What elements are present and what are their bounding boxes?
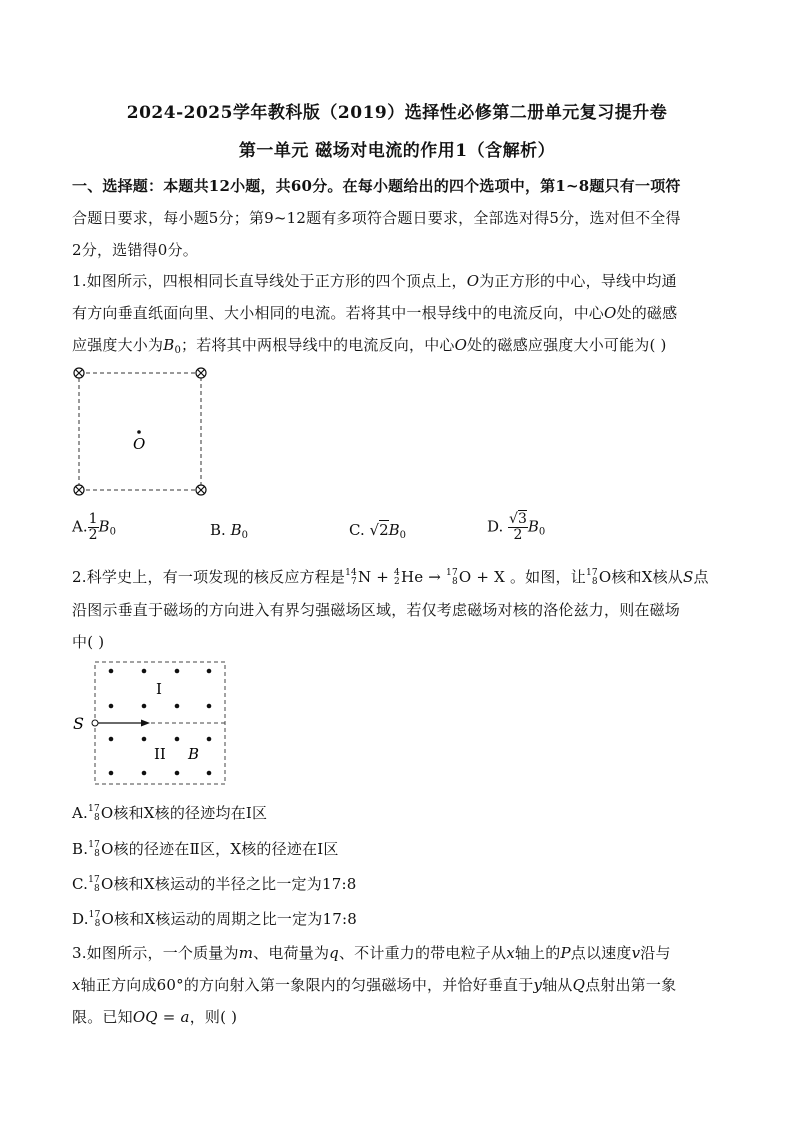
field-b-label: B	[188, 745, 200, 763]
q3-line2: x轴正方向成60°的方向射入第一象限内的匀强磁场中，并恰好垂直于y轴从Q点射出第一象	[72, 976, 677, 994]
q1-option-c[interactable]: C. $√2B_0$	[349, 521, 407, 541]
q1-line2: 有方向垂直纸面向里、大小相同的电流。若将其中一根导线中的电流反向，中心O处的磁感	[72, 304, 678, 322]
q1-line1: 1.如图所示，四根相同长直导线处于正方形的四个顶点上，O为正方形的中心，导线中均通	[72, 272, 677, 290]
q1-option-b[interactable]: B. $B_0$	[210, 521, 248, 541]
wire-bottom-left-icon	[74, 485, 84, 495]
entry-point-s	[92, 720, 98, 726]
q2-line3: 中( )	[72, 633, 105, 651]
q1-option-d[interactable]: D. $\frac{√3}{2}$ $B_0$	[487, 511, 546, 543]
q3-line1: 3.如图所示，一个质量为m、电荷量为q、不计重力的带电粒子从x轴上的P点以速度v沿与	[72, 944, 671, 962]
document-subtitle: 第一单元 磁场对电流的作用1（含解析）	[238, 141, 556, 161]
q2-line1: 2.科学史上，有一项发现的核反应方程是 14 7 N + 4 2 He → 17 8 O + X 。如图，让 17 8 O核和X核从S点	[72, 568, 709, 587]
q1-line3: 应强度大小为$B_0$；若将其中两根导线中的电流反向，中心O处的磁感应强度大小可能为( )	[72, 336, 667, 356]
q2-option-a[interactable]: A. 17 8 O核和X核的径迹均在Ⅰ区	[72, 804, 268, 823]
q2-option-b[interactable]: B. 17 8 O核的径迹在Ⅱ区，X核的径迹在Ⅰ区	[72, 840, 339, 859]
wire-bottom-right-icon	[196, 485, 206, 495]
fraction: $\frac{√3}{2}$	[509, 511, 527, 543]
q3-line3: 限。已知OQ = a，则( )	[72, 1008, 238, 1026]
q2-magnetic-field-figure	[68, 656, 233, 790]
region-ii-label: II	[154, 745, 166, 763]
point-s-label: S	[73, 714, 84, 733]
section-instructions-line2: 合题日要求，每小题5分；第9~12题有多项符合题日要求，全部选对得5分，选对但不全得	[72, 209, 681, 227]
q1-square-wires-figure	[66, 360, 216, 500]
q2-option-d[interactable]: D. 17 8 O核和X核运动的周期之比一定为17:8	[72, 910, 357, 929]
sqrt-icon: √	[369, 521, 380, 539]
section-instructions-line3: 2分，选错得0分。	[72, 241, 198, 259]
region-i-label: I	[156, 680, 162, 698]
center-label: O	[133, 435, 146, 453]
document-title: 2024-2025学年教科版（2019）选择性必修第二册单元复习提升卷	[126, 103, 668, 123]
velocity-arrow-icon	[141, 720, 150, 727]
q1-option-a[interactable]: A. $\frac{1}{2}$ $B_0$	[72, 511, 116, 543]
section-instructions-line1: 一、选择题：本题共12小题，共60分。在每小题给出的四个选项中，第1~8题只有一项符	[72, 177, 681, 195]
wire-top-left-icon	[74, 368, 84, 378]
sqrt-icon: √	[509, 511, 518, 527]
q2-line2: 沿图示垂直于磁场的方向进入有界匀强磁场区域，若仅考虑磁场对核的洛伦兹力，则在磁场	[72, 601, 681, 619]
fraction: $\frac{1}{2}$	[88, 511, 98, 543]
center-dot	[137, 430, 141, 434]
q2-option-c[interactable]: C. 17 8 O核和X核运动的半径之比一定为17:8	[72, 875, 357, 894]
wire-top-right-icon	[196, 368, 206, 378]
